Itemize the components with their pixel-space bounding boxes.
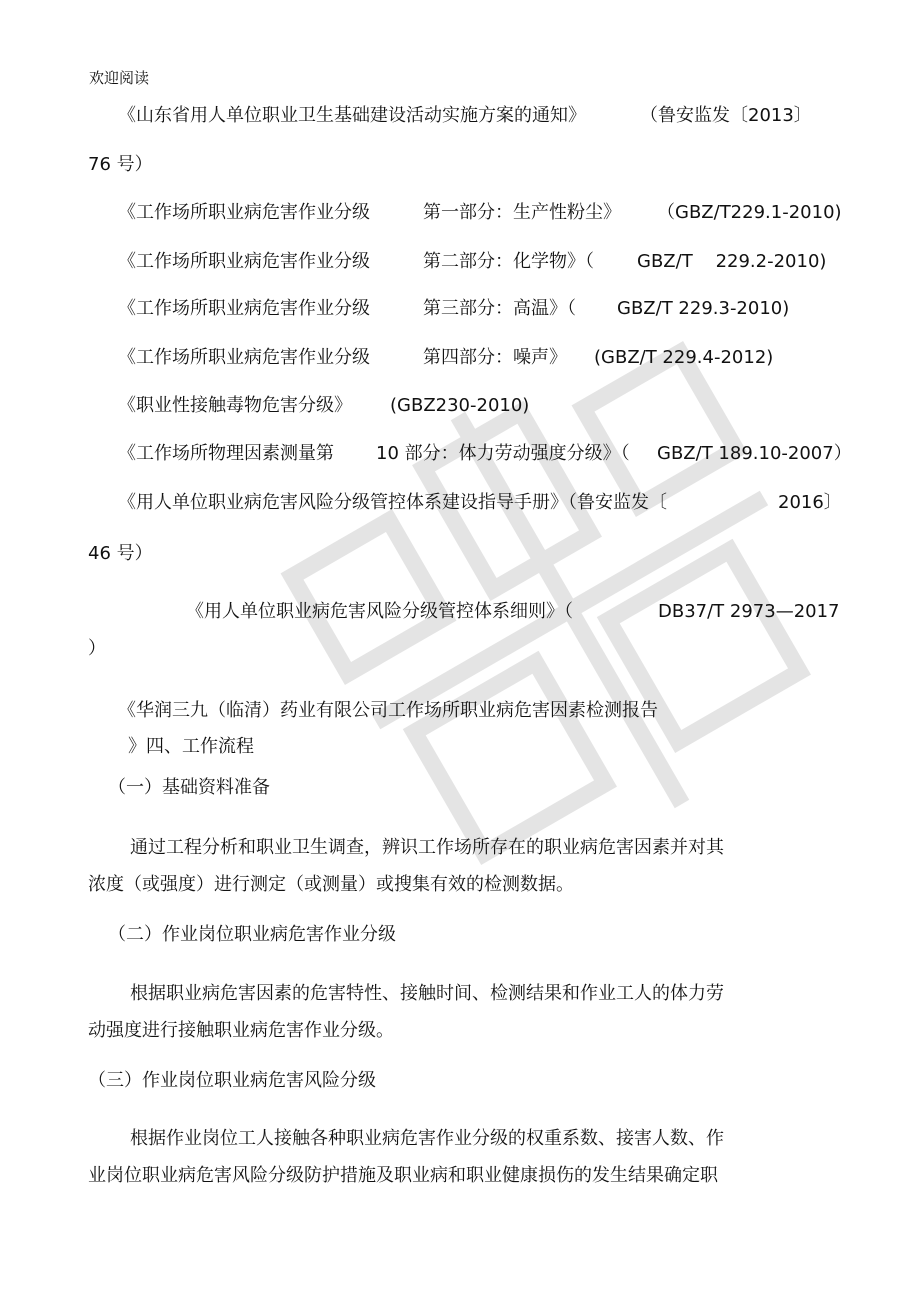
reference-5-title: 《职业性接触毒物危害分级》 <box>118 395 352 416</box>
reference-7-year: 2016〕 <box>778 492 842 513</box>
section-3-heading: （三）作业岗位职业病危害风险分级 <box>88 1070 376 1091</box>
section-2-line-1: 根据职业病危害因素的危害特性、接触时间、检测结果和作业工人的体力劳 <box>130 983 724 1004</box>
reference-7-number: 46 号） <box>88 543 153 564</box>
reference-3-part: 第三部分：高温》（ <box>423 298 576 319</box>
reference-4-title: 《工作场所职业病危害作业分级 <box>118 347 370 368</box>
reference-8-title: 《用人单位职业病危害风险分级管控体系细则》（ <box>186 601 573 622</box>
reference-1-code: （GBZ/T229.1-2010) <box>657 202 842 223</box>
welcome-header: 欢迎阅读 <box>89 69 150 87</box>
reference-9-title: 《华润三九（临清）药业有限公司工作场所职业病危害因素检测报告 <box>118 700 658 721</box>
reference-2-code: GBZ/T 229.2-2010) <box>637 251 827 272</box>
reference-3-code: GBZ/T 229.3-2010) <box>617 298 790 319</box>
reference-8-closing: ） <box>88 638 106 659</box>
reference-6-code: GBZ/T 189.10-2007） <box>657 443 852 464</box>
reference-0-number: 76 号） <box>88 154 153 175</box>
section-3-line-2: 业岗位职业病危害风险分级防护措施及职业病和职业健康损伤的发生结果确定职 <box>88 1165 718 1186</box>
section-1-line-2: 浓度（或强度）进行测定（或测量）或搜集有效的检测数据。 <box>88 874 574 895</box>
reference-4-part: 第四部分：噪声》 <box>423 347 567 368</box>
reference-3-title: 《工作场所职业病危害作业分级 <box>118 298 370 319</box>
workflow-heading: 》四、工作流程 <box>128 736 254 757</box>
reference-6-part: 10 部分：体力劳动强度分级》（ <box>376 443 630 464</box>
reference-0-source: （鲁安监发〔2013〕 <box>640 105 812 126</box>
reference-2-part: 第二部分：化学物》（ <box>423 251 594 272</box>
reference-1-title: 《工作场所职业病危害作业分级 <box>118 202 370 223</box>
reference-7-title: 《用人单位职业病危害风险分级管控体系建设指导手册》（鲁安监发〔 <box>118 492 667 513</box>
reference-6-title: 《工作场所物理因素测量第 <box>118 443 334 464</box>
reference-8-code: DB37/T 2973—2017 <box>658 601 840 622</box>
section-1-heading: （一）基础资料准备 <box>108 777 270 798</box>
section-2-line-2: 动强度进行接触职业病危害作业分级。 <box>88 1020 394 1041</box>
section-1-line-1: 通过工程分析和职业卫生调查，辨识工作场所存在的职业病危害因素并对其 <box>130 837 724 858</box>
reference-4-code: (GBZ/T 229.4-2012) <box>594 347 774 368</box>
reference-5-code: (GBZ230-2010) <box>390 395 530 416</box>
reference-2-title: 《工作场所职业病危害作业分级 <box>118 251 370 272</box>
section-3-line-1: 根据作业岗位工人接触各种职业病危害作业分级的权重系数、接害人数、作 <box>130 1128 724 1149</box>
reference-0-title: 《山东省用人单位职业卫生基础建设活动实施方案的通知》 <box>118 105 586 126</box>
reference-1-part: 第一部分：生产性粉尘》 <box>423 202 621 223</box>
section-2-heading: （二）作业岗位职业病危害作业分级 <box>108 924 396 945</box>
